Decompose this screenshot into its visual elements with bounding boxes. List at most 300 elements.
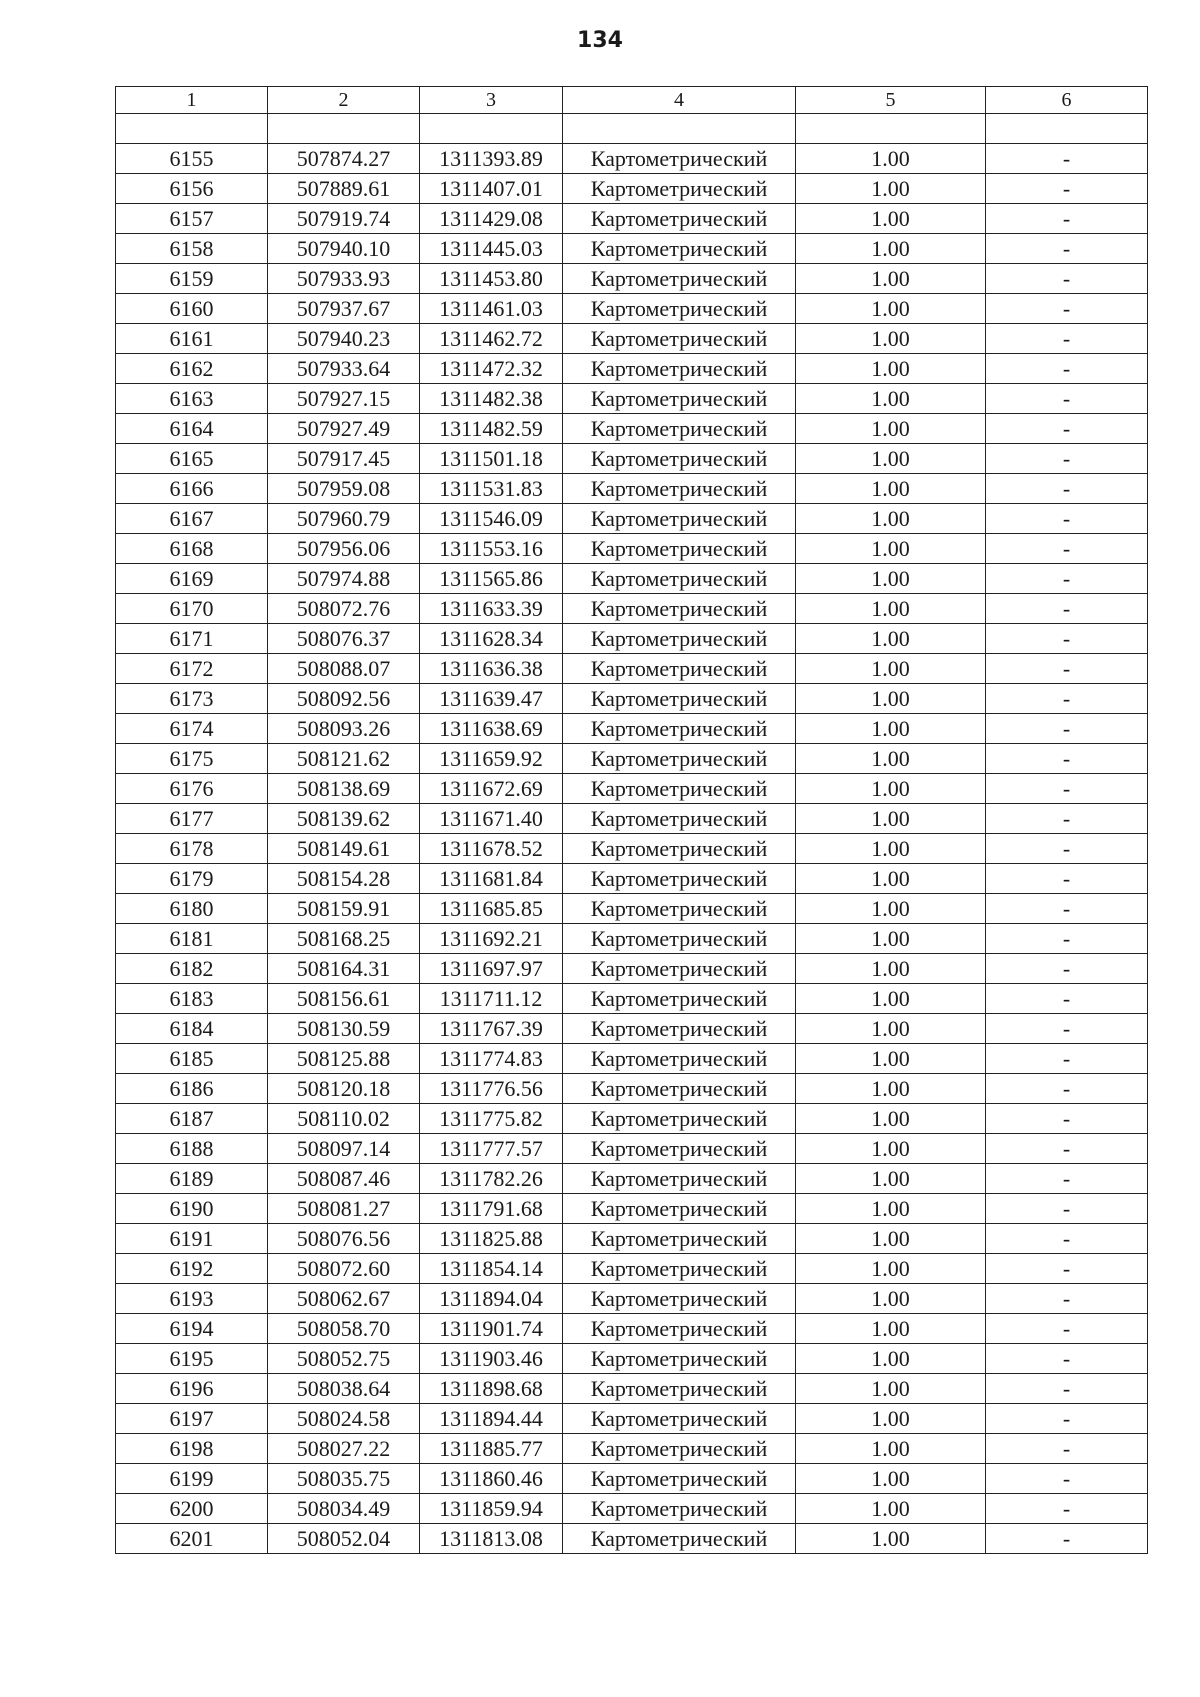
point-number-cell: 6182: [116, 954, 268, 984]
point-number-cell: 6196: [116, 1374, 268, 1404]
x-coordinate-cell: 508154.28: [268, 864, 420, 894]
description-cell: -: [986, 1464, 1148, 1494]
y-coordinate-cell: 1311482.38: [420, 384, 563, 414]
table-row: [116, 1074, 1148, 1104]
method-cell: Картометрический: [563, 894, 796, 924]
description-cell: -: [986, 1224, 1148, 1254]
y-coordinate-cell: 1311393.89: [420, 144, 563, 174]
description-cell: -: [986, 1254, 1148, 1284]
method-cell: Картометрический: [563, 474, 796, 504]
x-coordinate-cell: 508072.76: [268, 594, 420, 624]
y-coordinate-cell: 1311482.59: [420, 414, 563, 444]
x-coordinate-cell: 507956.06: [268, 534, 420, 564]
y-coordinate-cell: 1311894.44: [420, 1404, 563, 1434]
accuracy-cell: 1.00: [796, 714, 986, 744]
x-coordinate-cell: 508156.61: [268, 984, 420, 1014]
table-row: [116, 264, 1148, 294]
point-number-cell: 6171: [116, 624, 268, 654]
x-coordinate-cell: 508034.49: [268, 1494, 420, 1524]
y-coordinate-cell: 1311681.84: [420, 864, 563, 894]
method-cell: Картометрический: [563, 1164, 796, 1194]
point-number-cell: 6178: [116, 834, 268, 864]
description-cell: -: [986, 474, 1148, 504]
table-row: [116, 714, 1148, 744]
y-coordinate-cell: 1311628.34: [420, 624, 563, 654]
method-cell: Картометрический: [563, 1224, 796, 1254]
table-row: [116, 594, 1148, 624]
table-row: [116, 1224, 1148, 1254]
table-row: [116, 384, 1148, 414]
table-row: [116, 1254, 1148, 1284]
point-number-cell: 6185: [116, 1044, 268, 1074]
method-cell: Картометрический: [563, 834, 796, 864]
accuracy-cell: 1.00: [796, 1104, 986, 1134]
description-cell: -: [986, 1284, 1148, 1314]
y-coordinate-cell: 1311659.92: [420, 744, 563, 774]
x-coordinate-cell: 507933.93: [268, 264, 420, 294]
table-row: [116, 1044, 1148, 1074]
accuracy-cell: 1.00: [796, 834, 986, 864]
method-cell: Картометрический: [563, 1134, 796, 1164]
point-number-cell: 6189: [116, 1164, 268, 1194]
description-cell: -: [986, 1044, 1148, 1074]
x-coordinate-cell: 508088.07: [268, 654, 420, 684]
accuracy-cell: 1.00: [796, 894, 986, 924]
accuracy-cell: 1.00: [796, 294, 986, 324]
table-row: [116, 1404, 1148, 1434]
x-coordinate-cell: 508076.37: [268, 624, 420, 654]
point-number-cell: 6169: [116, 564, 268, 594]
method-cell: Картометрический: [563, 924, 796, 954]
point-number-cell: 6181: [116, 924, 268, 954]
accuracy-cell: 1.00: [796, 264, 986, 294]
point-number-cell: 6179: [116, 864, 268, 894]
point-number-cell: 6192: [116, 1254, 268, 1284]
y-coordinate-cell: 1311445.03: [420, 234, 563, 264]
y-coordinate-cell: 1311633.39: [420, 594, 563, 624]
header-row: [116, 87, 1148, 114]
y-coordinate-cell: 1311767.39: [420, 1014, 563, 1044]
accuracy-cell: 1.00: [796, 1404, 986, 1434]
table-row: [116, 1104, 1148, 1134]
x-coordinate-cell: 508072.60: [268, 1254, 420, 1284]
accuracy-cell: 1.00: [796, 204, 986, 234]
accuracy-cell: 1.00: [796, 1224, 986, 1254]
point-number-cell: 6167: [116, 504, 268, 534]
x-coordinate-cell: 508121.62: [268, 744, 420, 774]
description-cell: -: [986, 1434, 1148, 1464]
accuracy-cell: 1.00: [796, 474, 986, 504]
table-row: [116, 774, 1148, 804]
y-coordinate-cell: 1311860.46: [420, 1464, 563, 1494]
x-coordinate-cell: 508138.69: [268, 774, 420, 804]
description-cell: -: [986, 1134, 1148, 1164]
y-coordinate-cell: 1311898.68: [420, 1374, 563, 1404]
point-number-cell: 6193: [116, 1284, 268, 1314]
x-coordinate-cell: 508058.70: [268, 1314, 420, 1344]
y-coordinate-cell: 1311472.32: [420, 354, 563, 384]
accuracy-cell: 1.00: [796, 774, 986, 804]
y-coordinate-cell: 1311462.72: [420, 324, 563, 354]
x-coordinate-cell: 508087.46: [268, 1164, 420, 1194]
x-coordinate-cell: 507974.88: [268, 564, 420, 594]
x-coordinate-cell: 508081.27: [268, 1194, 420, 1224]
method-cell: Картометрический: [563, 564, 796, 594]
point-number-cell: 6158: [116, 234, 268, 264]
y-coordinate-cell: 1311407.01: [420, 174, 563, 204]
y-coordinate-cell: 1311671.40: [420, 804, 563, 834]
y-coordinate-cell: 1311825.88: [420, 1224, 563, 1254]
accuracy-cell: 1.00: [796, 1284, 986, 1314]
x-coordinate-cell: 508120.18: [268, 1074, 420, 1104]
method-cell: Картометрический: [563, 1044, 796, 1074]
description-cell: -: [986, 1404, 1148, 1434]
y-coordinate-cell: 1311791.68: [420, 1194, 563, 1224]
method-cell: Картометрический: [563, 444, 796, 474]
description-cell: -: [986, 714, 1148, 744]
point-number-cell: 6166: [116, 474, 268, 504]
method-cell: Картометрический: [563, 1284, 796, 1314]
point-number-cell: 6172: [116, 654, 268, 684]
accuracy-cell: 1.00: [796, 354, 986, 384]
y-coordinate-cell: 1311546.09: [420, 504, 563, 534]
description-cell: -: [986, 414, 1148, 444]
table-row: [116, 234, 1148, 264]
accuracy-cell: 1.00: [796, 1344, 986, 1374]
table-row: [116, 354, 1148, 384]
description-cell: -: [986, 894, 1148, 924]
accuracy-cell: 1.00: [796, 324, 986, 354]
x-coordinate-cell: 508130.59: [268, 1014, 420, 1044]
description-cell: -: [986, 1194, 1148, 1224]
point-number-cell: 6186: [116, 1074, 268, 1104]
point-number-cell: 6195: [116, 1344, 268, 1374]
accuracy-cell: 1.00: [796, 1524, 986, 1554]
method-cell: Картометрический: [563, 1104, 796, 1134]
accuracy-cell: 1.00: [796, 1194, 986, 1224]
x-coordinate-cell: 507927.15: [268, 384, 420, 414]
x-coordinate-cell: 508168.25: [268, 924, 420, 954]
table-row: [116, 1164, 1148, 1194]
description-cell: -: [986, 684, 1148, 714]
table-body: [116, 114, 1148, 1554]
description-cell: -: [986, 354, 1148, 384]
y-coordinate-cell: 1311685.85: [420, 894, 563, 924]
table-row: [116, 174, 1148, 204]
method-cell: Картометрический: [563, 1254, 796, 1284]
x-coordinate-cell: 508159.91: [268, 894, 420, 924]
method-cell: Картометрический: [563, 714, 796, 744]
accuracy-cell: 1.00: [796, 1314, 986, 1344]
description-cell: -: [986, 144, 1148, 174]
table-row: [116, 1494, 1148, 1524]
coordinates-table: [115, 86, 1148, 1554]
y-coordinate-cell: 1311813.08: [420, 1524, 563, 1554]
point-number-cell: 6194: [116, 1314, 268, 1344]
accuracy-cell: 1.00: [796, 234, 986, 264]
description-cell: -: [986, 774, 1148, 804]
y-coordinate-cell: 1311782.26: [420, 1164, 563, 1194]
table-cell: [420, 114, 563, 144]
y-coordinate-cell: 1311453.80: [420, 264, 563, 294]
column-header-6: 6: [986, 87, 1148, 114]
method-cell: Картометрический: [563, 624, 796, 654]
table-row: [116, 1524, 1148, 1554]
table-row: [116, 1014, 1148, 1044]
accuracy-cell: 1.00: [796, 1074, 986, 1104]
point-number-cell: 6190: [116, 1194, 268, 1224]
column-header-5: 5: [796, 87, 986, 114]
table-row: [116, 624, 1148, 654]
point-number-cell: 6163: [116, 384, 268, 414]
accuracy-cell: 1.00: [796, 924, 986, 954]
x-coordinate-cell: 507940.10: [268, 234, 420, 264]
y-coordinate-cell: 1311429.08: [420, 204, 563, 234]
y-coordinate-cell: 1311903.46: [420, 1344, 563, 1374]
y-coordinate-cell: 1311638.69: [420, 714, 563, 744]
method-cell: Картометрический: [563, 1074, 796, 1104]
table-cell: [563, 114, 796, 144]
description-cell: -: [986, 744, 1148, 774]
table-row: [116, 1374, 1148, 1404]
accuracy-cell: 1.00: [796, 414, 986, 444]
y-coordinate-cell: 1311461.03: [420, 294, 563, 324]
x-coordinate-cell: 507919.74: [268, 204, 420, 234]
y-coordinate-cell: 1311854.14: [420, 1254, 563, 1284]
x-coordinate-cell: 508125.88: [268, 1044, 420, 1074]
description-cell: -: [986, 564, 1148, 594]
accuracy-cell: 1.00: [796, 384, 986, 414]
accuracy-cell: 1.00: [796, 624, 986, 654]
x-coordinate-cell: 508164.31: [268, 954, 420, 984]
point-number-cell: 6199: [116, 1464, 268, 1494]
description-cell: -: [986, 1014, 1148, 1044]
table-row: [116, 534, 1148, 564]
y-coordinate-cell: 1311711.12: [420, 984, 563, 1014]
accuracy-cell: 1.00: [796, 984, 986, 1014]
x-coordinate-cell: 508052.04: [268, 1524, 420, 1554]
accuracy-cell: 1.00: [796, 1044, 986, 1074]
description-cell: -: [986, 264, 1148, 294]
y-coordinate-cell: 1311775.82: [420, 1104, 563, 1134]
table-row: [116, 444, 1148, 474]
accuracy-cell: 1.00: [796, 1164, 986, 1194]
y-coordinate-cell: 1311901.74: [420, 1314, 563, 1344]
x-coordinate-cell: 508139.62: [268, 804, 420, 834]
accuracy-cell: 1.00: [796, 1134, 986, 1164]
table-row: [116, 984, 1148, 1014]
column-header-4: 4: [563, 87, 796, 114]
y-coordinate-cell: 1311672.69: [420, 774, 563, 804]
point-number-cell: 6162: [116, 354, 268, 384]
table-row: [116, 1434, 1148, 1464]
method-cell: Картометрический: [563, 324, 796, 354]
table-row: [116, 894, 1148, 924]
accuracy-cell: 1.00: [796, 1494, 986, 1524]
x-coordinate-cell: 508062.67: [268, 1284, 420, 1314]
point-number-cell: 6191: [116, 1224, 268, 1254]
table-row: [116, 474, 1148, 504]
description-cell: -: [986, 1524, 1148, 1554]
description-cell: -: [986, 324, 1148, 354]
table-row: [116, 1314, 1148, 1344]
method-cell: Картометрический: [563, 954, 796, 984]
accuracy-cell: 1.00: [796, 654, 986, 684]
x-coordinate-cell: 508076.56: [268, 1224, 420, 1254]
accuracy-cell: 1.00: [796, 864, 986, 894]
y-coordinate-cell: 1311776.56: [420, 1074, 563, 1104]
column-header-3: 3: [420, 87, 563, 114]
method-cell: Картометрический: [563, 1434, 796, 1464]
description-cell: -: [986, 534, 1148, 564]
description-cell: -: [986, 384, 1148, 414]
point-number-cell: 6165: [116, 444, 268, 474]
description-cell: -: [986, 594, 1148, 624]
table-row: [116, 924, 1148, 954]
point-number-cell: 6174: [116, 714, 268, 744]
method-cell: Картометрический: [563, 414, 796, 444]
table-row: [116, 684, 1148, 714]
accuracy-cell: 1.00: [796, 444, 986, 474]
y-coordinate-cell: 1311501.18: [420, 444, 563, 474]
description-cell: -: [986, 804, 1148, 834]
table-cell: [268, 114, 420, 144]
blank-row: [116, 114, 1148, 144]
point-number-cell: 6184: [116, 1014, 268, 1044]
x-coordinate-cell: 507927.49: [268, 414, 420, 444]
x-coordinate-cell: 507889.61: [268, 174, 420, 204]
point-number-cell: 6180: [116, 894, 268, 924]
table-row: [116, 144, 1148, 174]
point-number-cell: 6177: [116, 804, 268, 834]
method-cell: Картометрический: [563, 534, 796, 564]
point-number-cell: 6156: [116, 174, 268, 204]
method-cell: Картометрический: [563, 204, 796, 234]
y-coordinate-cell: 1311639.47: [420, 684, 563, 714]
accuracy-cell: 1.00: [796, 144, 986, 174]
table-row: [116, 744, 1148, 774]
method-cell: Картометрический: [563, 684, 796, 714]
description-cell: -: [986, 1104, 1148, 1134]
method-cell: Картометрический: [563, 804, 796, 834]
description-cell: -: [986, 954, 1148, 984]
x-coordinate-cell: 507960.79: [268, 504, 420, 534]
accuracy-cell: 1.00: [796, 1014, 986, 1044]
accuracy-cell: 1.00: [796, 594, 986, 624]
table-row: [116, 864, 1148, 894]
point-number-cell: 6160: [116, 294, 268, 324]
method-cell: Картометрический: [563, 264, 796, 294]
method-cell: Картометрический: [563, 1494, 796, 1524]
accuracy-cell: 1.00: [796, 684, 986, 714]
point-number-cell: 6168: [116, 534, 268, 564]
table-row: [116, 1134, 1148, 1164]
point-number-cell: 6161: [116, 324, 268, 354]
method-cell: Картометрический: [563, 1404, 796, 1434]
table-row: [116, 564, 1148, 594]
point-number-cell: 6155: [116, 144, 268, 174]
accuracy-cell: 1.00: [796, 534, 986, 564]
method-cell: Картометрический: [563, 294, 796, 324]
y-coordinate-cell: 1311531.83: [420, 474, 563, 504]
x-coordinate-cell: 507937.67: [268, 294, 420, 324]
method-cell: Картометрический: [563, 504, 796, 534]
table-row: [116, 804, 1148, 834]
description-cell: -: [986, 864, 1148, 894]
description-cell: -: [986, 234, 1148, 264]
description-cell: -: [986, 834, 1148, 864]
method-cell: Картометрический: [563, 384, 796, 414]
y-coordinate-cell: 1311885.77: [420, 1434, 563, 1464]
description-cell: -: [986, 1164, 1148, 1194]
y-coordinate-cell: 1311692.21: [420, 924, 563, 954]
accuracy-cell: 1.00: [796, 1374, 986, 1404]
column-header-2: 2: [268, 87, 420, 114]
accuracy-cell: 1.00: [796, 504, 986, 534]
description-cell: -: [986, 504, 1148, 534]
description-cell: -: [986, 984, 1148, 1014]
point-number-cell: 6188: [116, 1134, 268, 1164]
method-cell: Картометрический: [563, 1344, 796, 1374]
table-row: [116, 1194, 1148, 1224]
point-number-cell: 6159: [116, 264, 268, 294]
method-cell: Картометрический: [563, 174, 796, 204]
table-row: [116, 504, 1148, 534]
point-number-cell: 6197: [116, 1404, 268, 1434]
method-cell: Картометрический: [563, 234, 796, 264]
y-coordinate-cell: 1311678.52: [420, 834, 563, 864]
x-coordinate-cell: 508092.56: [268, 684, 420, 714]
point-number-cell: 6183: [116, 984, 268, 1014]
description-cell: -: [986, 1074, 1148, 1104]
y-coordinate-cell: 1311697.97: [420, 954, 563, 984]
y-coordinate-cell: 1311894.04: [420, 1284, 563, 1314]
method-cell: Картометрический: [563, 1014, 796, 1044]
table-row: [116, 654, 1148, 684]
x-coordinate-cell: 507959.08: [268, 474, 420, 504]
description-cell: -: [986, 294, 1148, 324]
y-coordinate-cell: 1311777.57: [420, 1134, 563, 1164]
table-cell: [116, 114, 268, 144]
table-row: [116, 1464, 1148, 1494]
x-coordinate-cell: 507940.23: [268, 324, 420, 354]
description-cell: -: [986, 654, 1148, 684]
method-cell: Картометрический: [563, 594, 796, 624]
description-cell: -: [986, 1344, 1148, 1374]
accuracy-cell: 1.00: [796, 1434, 986, 1464]
point-number-cell: 6201: [116, 1524, 268, 1554]
point-number-cell: 6176: [116, 774, 268, 804]
accuracy-cell: 1.00: [796, 954, 986, 984]
table-row: [116, 324, 1148, 354]
accuracy-cell: 1.00: [796, 1464, 986, 1494]
table-row: [116, 1284, 1148, 1314]
x-coordinate-cell: 508038.64: [268, 1374, 420, 1404]
x-coordinate-cell: 507917.45: [268, 444, 420, 474]
description-cell: -: [986, 1314, 1148, 1344]
point-number-cell: 6173: [116, 684, 268, 714]
method-cell: Картометрический: [563, 1524, 796, 1554]
x-coordinate-cell: 508052.75: [268, 1344, 420, 1374]
x-coordinate-cell: 508149.61: [268, 834, 420, 864]
x-coordinate-cell: 508024.58: [268, 1404, 420, 1434]
y-coordinate-cell: 1311636.38: [420, 654, 563, 684]
accuracy-cell: 1.00: [796, 1254, 986, 1284]
y-coordinate-cell: 1311565.86: [420, 564, 563, 594]
description-cell: -: [986, 444, 1148, 474]
accuracy-cell: 1.00: [796, 804, 986, 834]
page-number: 134: [577, 28, 623, 53]
